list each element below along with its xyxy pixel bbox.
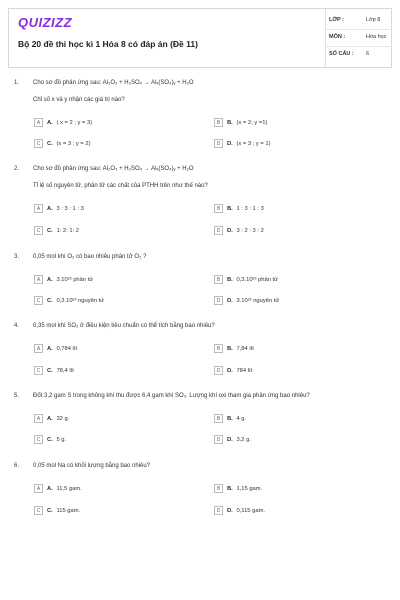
option-label: D. — [227, 298, 233, 305]
option-label: B. — [227, 277, 233, 284]
option-a[interactable] — [34, 344, 77, 354]
option-box: A — [34, 414, 43, 423]
option-label: C. — [47, 141, 53, 148]
option-label: C. — [47, 298, 53, 305]
option-text: (x = 3 ; y = 2) — [56, 141, 91, 148]
meta-divider — [325, 9, 326, 67]
question-number: 5. — [14, 393, 20, 399]
option-box: C — [34, 139, 43, 148]
meta-key: SỐ CÂU : — [329, 51, 354, 57]
option-text: ( x = 2 ; y = 3) — [56, 120, 93, 127]
option-text: 3 : 2 : 3 : 2 — [236, 228, 264, 235]
option-box: C — [34, 506, 43, 515]
option-text: 1 : 3 : 1 : 3 — [236, 206, 264, 213]
option-label: A. — [47, 120, 53, 127]
option-label: D. — [227, 437, 233, 444]
option-c[interactable] — [34, 139, 91, 149]
option-b[interactable] — [214, 118, 267, 128]
option-box: D — [214, 296, 223, 305]
option-a[interactable] — [34, 118, 92, 128]
question-number: 6. — [14, 463, 20, 469]
option-text: 3 : 3 : 1 : 3 — [56, 206, 84, 213]
option-b[interactable] — [214, 414, 246, 424]
option-text: 4 g. — [236, 416, 247, 423]
option-text: 11,5 gam. — [56, 486, 82, 493]
option-box: D — [214, 226, 223, 235]
option-box: A — [34, 275, 43, 284]
option-text: 32 g. — [56, 416, 70, 423]
option-text: 0,3.10²³ nguyên tử — [56, 298, 105, 305]
option-text: 1,15 gam. — [236, 486, 263, 493]
meta-value: Hóa học — [366, 34, 387, 40]
option-d[interactable] — [214, 139, 271, 149]
quizizz-logo: QUIZIZZ — [18, 15, 73, 30]
meta-separator — [325, 46, 392, 47]
option-text: 3,2 g. — [236, 437, 251, 444]
option-label: A. — [47, 346, 53, 353]
option-b[interactable] — [214, 275, 278, 285]
question-text: Cho sơ đồ phản ứng sau: Al₂O₃ + H₂SO₄ → Alₓ(SO₄)ᵧ + H₂O — [33, 166, 194, 172]
option-label: B. — [227, 206, 233, 213]
question-text: 0,05 mol khí O₂ có bao nhiêu phân tử O₂ ? — [33, 254, 147, 260]
option-label: C. — [47, 228, 53, 235]
option-text: 5 g. — [56, 437, 67, 444]
question-text: Đốt 3,2 gam S trong không khí thu được 6,4 gam khí SO₂. Lượng khí oxi tham gia phản ứng bao nhiêu? — [33, 393, 310, 399]
header-panel — [8, 8, 392, 68]
option-label: A. — [47, 416, 53, 423]
option-label: A. — [47, 277, 53, 284]
option-box: C — [34, 366, 43, 375]
option-d[interactable] — [214, 435, 251, 445]
option-box: A — [34, 344, 43, 353]
option-text: 3.10²³ phân tử — [56, 277, 94, 284]
option-a[interactable] — [34, 204, 84, 214]
option-label: B. — [227, 346, 233, 353]
option-box: B — [214, 414, 223, 423]
option-box: C — [34, 296, 43, 305]
meta-separator — [325, 29, 392, 30]
option-label: D. — [227, 368, 233, 375]
option-box: A — [34, 484, 43, 493]
option-c[interactable] — [34, 366, 74, 376]
option-a[interactable] — [34, 414, 69, 424]
option-label: C. — [47, 368, 53, 375]
option-box: B — [214, 275, 223, 284]
question-number: 1. — [14, 80, 20, 86]
question-text: Cho sơ đồ phản ứng sau: Al₂O₃ + H₂SO₄ → Alₓ(SO₄)ᵧ + H₂O — [33, 80, 194, 86]
option-label: C. — [47, 437, 53, 444]
option-label: B. — [227, 120, 233, 127]
option-label: A. — [47, 486, 53, 493]
question-number: 2. — [14, 166, 20, 172]
option-d[interactable] — [214, 226, 264, 236]
question-subtext: Chỉ số x và y nhận các giá trị nào? — [33, 97, 125, 103]
option-a[interactable] — [34, 275, 93, 285]
option-c[interactable] — [34, 506, 80, 516]
option-box: B — [214, 484, 223, 493]
option-text: 784 lít — [236, 368, 253, 375]
option-box: D — [214, 506, 223, 515]
option-c[interactable] — [34, 296, 104, 306]
option-box: C — [34, 435, 43, 444]
question-text: 0,05 mol Na có khối lượng bằng bao nhiêu? — [33, 463, 151, 469]
option-d[interactable] — [214, 366, 252, 376]
option-b[interactable] — [214, 204, 264, 214]
option-b[interactable] — [214, 344, 254, 354]
option-d[interactable] — [214, 296, 279, 306]
option-label: D. — [227, 508, 233, 515]
meta-value: Lớp 8 — [366, 17, 381, 23]
option-text: 115 gam. — [56, 508, 81, 515]
option-box: D — [214, 435, 223, 444]
option-text: 3.10²³ nguyên tử — [236, 298, 280, 305]
document-title: Bộ 20 đề thi học kì 1 Hóa 8 có đáp án (Đề 11) — [18, 39, 198, 49]
option-label: B. — [227, 486, 233, 493]
option-box: C — [34, 226, 43, 235]
option-text: 0,784 lít — [56, 346, 78, 353]
option-label: D. — [227, 141, 233, 148]
option-text: 0,3.10²³ phân tử — [236, 277, 279, 284]
option-label: D. — [227, 228, 233, 235]
option-text: (x = 3 ; y = 1) — [236, 141, 271, 148]
option-text: 0,115 gam. — [236, 508, 266, 515]
meta-value: 6 — [366, 51, 370, 57]
option-box: A — [34, 118, 43, 127]
option-box: B — [214, 344, 223, 353]
question-number: 3. — [14, 254, 20, 260]
question-number: 4. — [14, 323, 20, 329]
option-text: (x = 2; y =1) — [236, 120, 268, 127]
option-box: B — [214, 204, 223, 213]
option-box: A — [34, 204, 43, 213]
option-box: D — [214, 366, 223, 375]
option-text: 78,4 lít — [56, 368, 74, 375]
option-b[interactable] — [214, 484, 262, 494]
option-c[interactable] — [34, 435, 66, 445]
option-label: C. — [47, 508, 53, 515]
question-text: 0,35 mol khí SO₂ ở điều kiện tiêu chuẩn có thể tích bằng bao nhiêu? — [33, 323, 215, 329]
question-subtext: Tỉ lệ số nguyên tử, phân tử các chất của PTHH trên như thế nào? — [33, 183, 208, 189]
option-label: B. — [227, 416, 233, 423]
option-c[interactable] — [34, 226, 79, 236]
option-box: B — [214, 118, 223, 127]
option-label: A. — [47, 206, 53, 213]
option-box: D — [214, 139, 223, 148]
option-text: 1: 2: 1: 2 — [56, 228, 79, 235]
option-text: 7,84 lít — [236, 346, 254, 353]
meta-key: MÔN : — [329, 34, 346, 40]
option-a[interactable] — [34, 484, 82, 494]
option-d[interactable] — [214, 506, 265, 516]
meta-key: LỚP : — [329, 17, 344, 23]
